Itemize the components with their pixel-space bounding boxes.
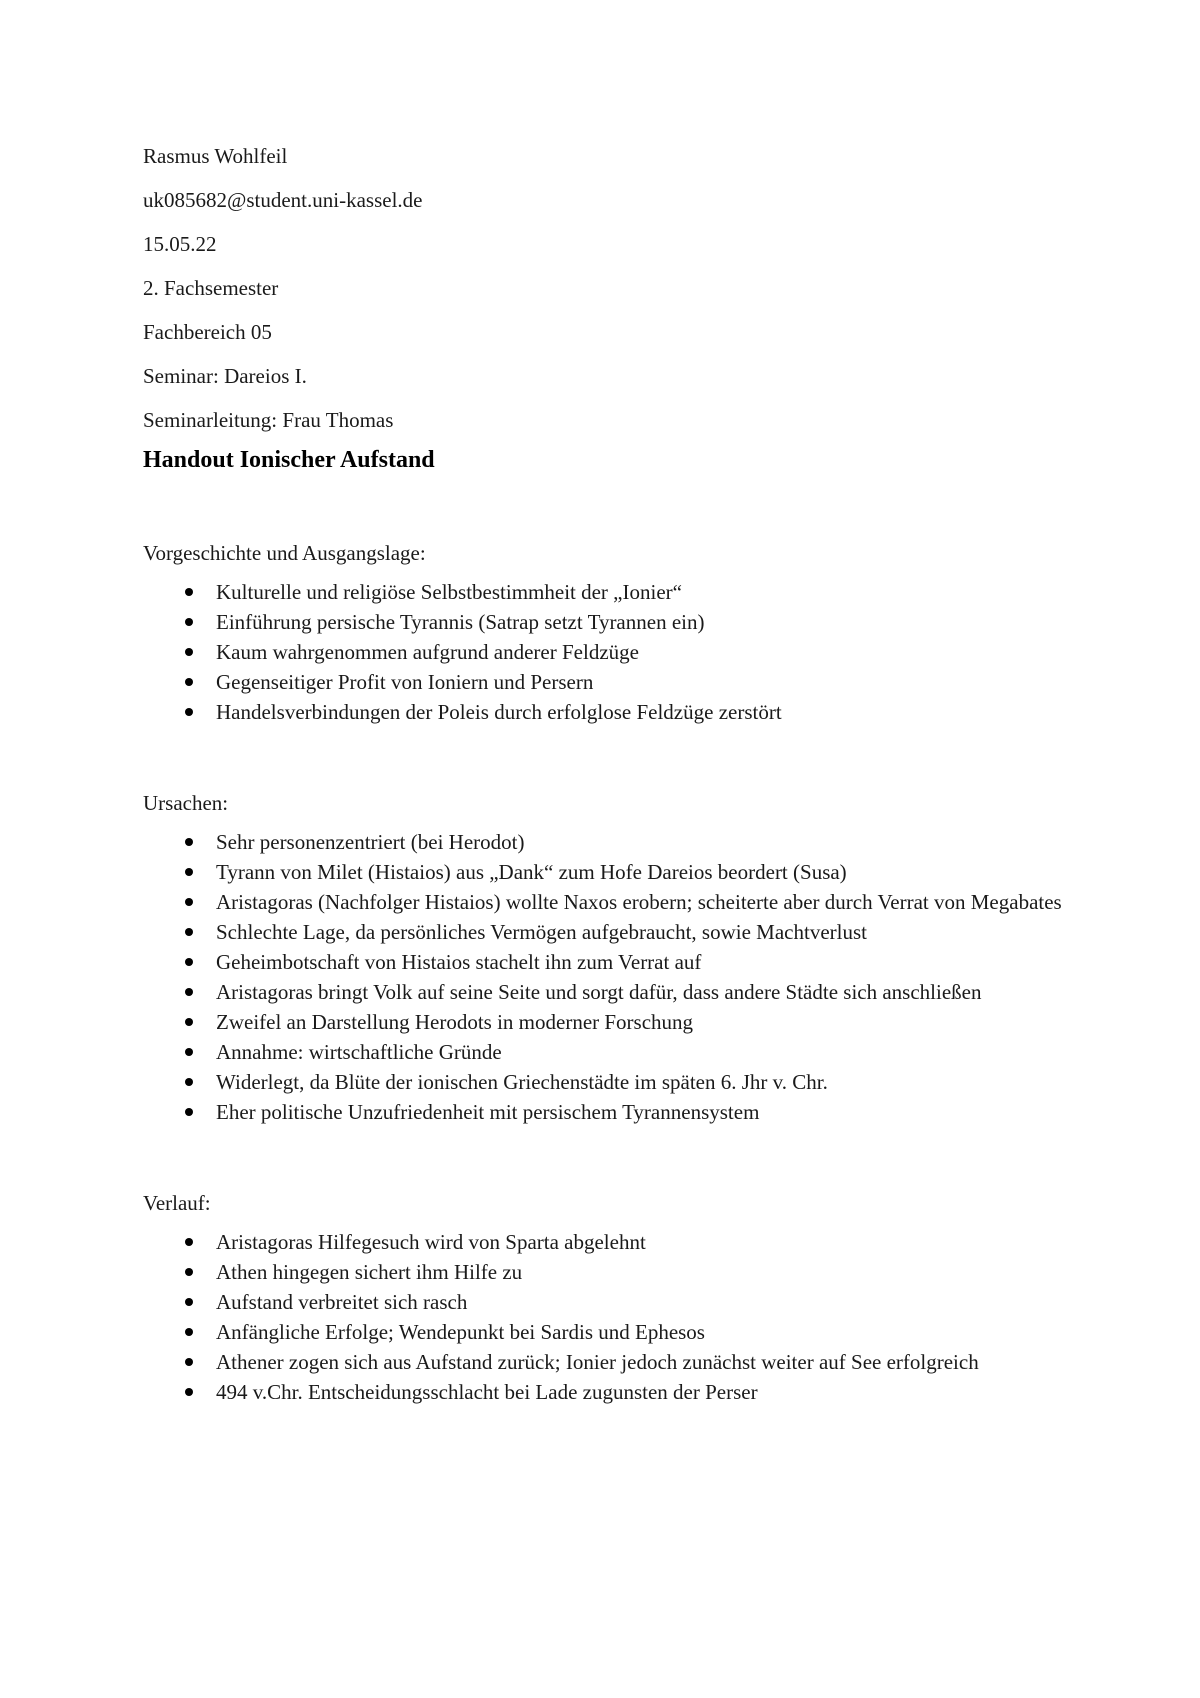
bullet-list <box>143 1227 1083 1407</box>
list-item <box>143 1347 1083 1377</box>
list-item <box>143 887 1083 917</box>
bullet-icon <box>185 1358 193 1366</box>
list-item-text: Schlechte Lage, da persönliches Vermögen aufgebraucht, sowie Machtverlust <box>216 920 867 944</box>
list-item-text: Anfängliche Erfolge; Wendepunkt bei Sardis und Ephesos <box>216 1320 705 1344</box>
bullet-icon <box>185 1108 193 1116</box>
seminar-lead: Seminarleitung: Frau Thomas <box>143 408 394 432</box>
author-block <box>143 142 1083 434</box>
list-item <box>143 1227 1083 1257</box>
list-item <box>143 637 1083 667</box>
bullet-icon <box>185 648 193 656</box>
list-item-text: Aufstand verbreitet sich rasch <box>216 1290 468 1314</box>
section-ursachen <box>143 789 1083 1127</box>
list-item <box>143 1007 1083 1037</box>
section-verlauf <box>143 1189 1083 1407</box>
document-title: Handout Ionischer Aufstand <box>143 447 435 473</box>
bullet-icon <box>185 588 193 596</box>
list-item <box>143 1067 1083 1097</box>
list-item-text: Aristagoras (Nachfolger Histaios) wollte Naxos erobern; scheiterte aber durch Verrat von Megabates <box>216 890 1062 914</box>
list-item <box>143 827 1083 857</box>
section-heading: Verlauf: <box>143 1191 211 1215</box>
list-item-text: Annahme: wirtschaftliche Gründe <box>216 1040 502 1064</box>
bullet-icon <box>185 1048 193 1056</box>
list-item <box>143 857 1083 887</box>
author-email: uk085682@student.uni-kassel.de <box>143 188 423 212</box>
section-heading: Vorgeschichte und Ausgangslage: <box>143 541 426 565</box>
bullet-icon <box>185 1388 193 1396</box>
semester: 2. Fachsemester <box>143 276 279 300</box>
bullet-icon <box>185 1018 193 1026</box>
bullet-icon <box>185 898 193 906</box>
author-name: Rasmus Wohlfeil <box>143 144 288 168</box>
list-item <box>143 947 1083 977</box>
bullet-icon <box>185 838 193 846</box>
list-item-text: Einführung persische Tyrannis (Satrap setzt Tyrannen ein) <box>216 610 705 634</box>
list-item-text: Kulturelle und religiöse Selbstbestimmheit der „Ionier“ <box>216 580 682 604</box>
list-item <box>143 1097 1083 1127</box>
list-item <box>143 1257 1083 1287</box>
list-item-text: Athener zogen sich aus Aufstand zurück; Ionier jedoch zunächst weiter auf See erfolgreich <box>216 1350 979 1374</box>
section-vorgeschichte <box>143 539 1083 727</box>
bullet-icon <box>185 1238 193 1246</box>
list-item-text: Eher politische Unzufriedenheit mit persischem Tyrannensystem <box>216 1100 760 1124</box>
list-item <box>143 977 1083 1007</box>
bullet-list <box>143 577 1083 727</box>
section-heading: Ursachen: <box>143 791 229 815</box>
list-item <box>143 1377 1083 1407</box>
list-item-text: Handelsverbindungen der Poleis durch erfolglose Feldzüge zerstört <box>216 700 782 724</box>
list-item-text: Tyrann von Milet (Histaios) aus „Dank“ zum Hofe Dareios beordert (Susa) <box>216 860 847 884</box>
bullet-icon <box>185 618 193 626</box>
list-item-text: 494 v.Chr. Entscheidungsschlacht bei Lade zugunsten der Perser <box>216 1380 758 1404</box>
list-item <box>143 1037 1083 1067</box>
bullet-icon <box>185 1328 193 1336</box>
list-item-text: Sehr personenzentriert (bei Herodot) <box>216 830 525 854</box>
list-item <box>143 607 1083 637</box>
list-item-text: Gegenseitiger Profit von Ioniern und Persern <box>216 670 594 694</box>
document-page <box>143 142 1083 1407</box>
list-item-text: Geheimbotschaft von Histaios stachelt ihn zum Verrat auf <box>216 950 702 974</box>
list-item-text: Zweifel an Darstellung Herodots in moderner Forschung <box>216 1010 694 1034</box>
bullet-icon <box>185 868 193 876</box>
seminar: Seminar: Dareios I. <box>143 364 307 388</box>
bullet-icon <box>185 1298 193 1306</box>
list-item-text: Athen hingegen sichert ihm Hilfe zu <box>216 1260 523 1284</box>
document-date: 15.05.22 <box>143 232 217 256</box>
list-item <box>143 577 1083 607</box>
bullet-icon <box>185 678 193 686</box>
list-item <box>143 1287 1083 1317</box>
list-item-text: Widerlegt, da Blüte der ionischen Griechenstädte im späten 6. Jhr v. Chr. <box>216 1070 828 1094</box>
department: Fachbereich 05 <box>143 320 272 344</box>
list-item-text: Kaum wahrgenommen aufgrund anderer Feldzüge <box>216 640 639 664</box>
list-item <box>143 1317 1083 1347</box>
bullet-icon <box>185 928 193 936</box>
bullet-list <box>143 827 1083 1127</box>
bullet-icon <box>185 1078 193 1086</box>
bullet-icon <box>185 1268 193 1276</box>
bullet-icon <box>185 988 193 996</box>
list-item <box>143 697 1083 727</box>
list-item-text: Aristagoras bringt Volk auf seine Seite und sorgt dafür, dass andere Städte sich anschließen <box>216 980 982 1004</box>
list-item <box>143 667 1083 697</box>
list-item-text: Aristagoras Hilfegesuch wird von Sparta abgelehnt <box>216 1230 646 1254</box>
bullet-icon <box>185 708 193 716</box>
bullet-icon <box>185 958 193 966</box>
list-item <box>143 917 1083 947</box>
